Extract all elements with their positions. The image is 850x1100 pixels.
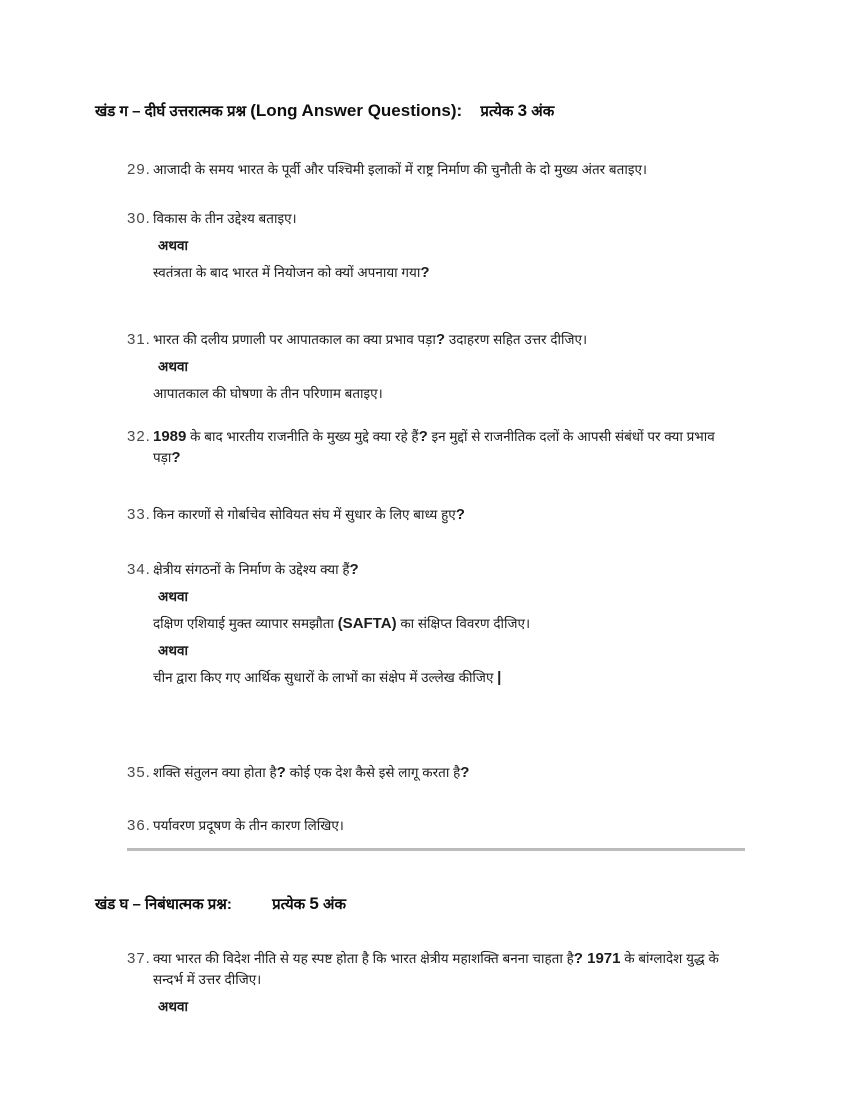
question-body bbox=[153, 426, 745, 468]
hindi-text-segment: का संक्षिप्त विवरण दीजिए। bbox=[396, 616, 531, 631]
or-label: अथवा bbox=[158, 999, 188, 1014]
question-number: 37. bbox=[127, 950, 151, 967]
section-divider-rule bbox=[127, 848, 745, 851]
question-line bbox=[153, 329, 745, 350]
hindi-text-segment: विकास के तीन उद्देश्य बताइए। bbox=[153, 211, 297, 226]
question-line bbox=[153, 667, 745, 688]
question-item bbox=[127, 504, 745, 525]
question-body bbox=[153, 815, 745, 836]
question-body bbox=[153, 208, 745, 283]
section-c-marks-unit: अंक bbox=[531, 103, 555, 120]
hindi-text-segment: पर्यावरण प्रदूषण के तीन कारण लिखिए। bbox=[153, 818, 344, 833]
latin-text-segment: ? bbox=[276, 764, 286, 781]
latin-text-segment: ? bbox=[171, 449, 181, 466]
section-d-marks-label: प्रत्येक bbox=[272, 896, 306, 913]
question-line bbox=[153, 159, 745, 180]
section-c-marks-value: 3 bbox=[517, 101, 528, 120]
latin-text-segment: ? bbox=[460, 764, 470, 781]
or-label: अथवा bbox=[158, 643, 188, 658]
question-item bbox=[127, 559, 745, 688]
question-number: 30. bbox=[127, 210, 151, 227]
question-item bbox=[127, 208, 745, 283]
question-item bbox=[127, 815, 745, 836]
hindi-text-segment: इन मुद्दों से राजनीतिक दलों के आपसी संबंधों पर क्या प्रभाव पड़ा bbox=[153, 429, 715, 465]
section-d-marks-unit: अंक bbox=[323, 896, 346, 913]
hindi-text-segment: स्वतंत्रता के बाद भारत में नियोजन को क्यों अपनाया गया bbox=[153, 265, 421, 280]
question-line bbox=[153, 613, 745, 634]
latin-text-segment: 1989 bbox=[153, 428, 187, 445]
question-item bbox=[127, 948, 745, 1023]
hindi-text-segment: क्षेत्रीय संगठनों के निर्माण के उद्देश्य क्या हैं bbox=[153, 562, 350, 577]
question-line bbox=[153, 208, 745, 229]
question-body bbox=[153, 159, 745, 180]
latin-text-segment: ? 1971 bbox=[573, 950, 621, 967]
question-number: 31. bbox=[127, 331, 151, 348]
hindi-text-segment: कोई एक देश कैसे इसे लागू करता है bbox=[285, 765, 461, 780]
or-label: अथवा bbox=[158, 589, 188, 604]
section-c-title-hindi: खंड ग – दीर्घ उत्तरात्मक प्रश्न bbox=[95, 103, 247, 120]
hindi-text-segment: आजादी के समय भारत के पूर्वी और पश्चिमी इलाकों में राष्ट्र निर्माण की चुनौती के दो मुख्य अंतर बताइए। bbox=[153, 162, 648, 177]
question-number: 29. bbox=[127, 161, 151, 178]
question-body bbox=[153, 504, 745, 525]
question-number: 34. bbox=[127, 561, 151, 578]
question-item bbox=[127, 426, 745, 468]
question-item bbox=[127, 159, 745, 180]
section-c-title-english: (Long Answer Questions): bbox=[250, 101, 463, 120]
question-line bbox=[153, 504, 745, 525]
latin-text-segment: ? bbox=[435, 331, 446, 348]
section-c-question-list bbox=[95, 159, 745, 836]
section-d-title-hindi: खंड घ – निबंधात्मक प्रश्न: bbox=[95, 896, 232, 913]
question-item bbox=[127, 762, 745, 783]
question-number: 33. bbox=[127, 506, 151, 523]
question-number: 32. bbox=[127, 428, 151, 445]
latin-text-segment: ? bbox=[455, 506, 465, 523]
hindi-text-segment: भारत की दलीय प्रणाली पर आपातकाल का क्या प्रभाव पड़ा bbox=[153, 332, 436, 347]
section-d-marks-value: 5 bbox=[309, 894, 319, 913]
latin-text-segment: ? bbox=[420, 264, 430, 281]
hindi-text-segment: उदाहरण सहित उत्तर दीजिए। bbox=[445, 332, 588, 347]
hindi-text-segment: के बांग्लादेश युद्ध के सन्दर्भ में उत्तर दीजिए। bbox=[153, 951, 719, 987]
section-c-heading bbox=[95, 100, 745, 123]
question-body bbox=[153, 948, 745, 1023]
or-label: अथवा bbox=[158, 359, 188, 374]
latin-text-segment: | bbox=[497, 669, 502, 686]
question-number: 35. bbox=[127, 764, 151, 781]
hindi-text-segment: किन कारणों से गोर्बाचेव सोवियत संघ में सुधार के लिए बाध्य हुए bbox=[153, 507, 456, 522]
question-line bbox=[153, 815, 745, 836]
or-label: अथवा bbox=[158, 238, 188, 253]
question-line bbox=[153, 762, 745, 783]
question-item bbox=[127, 329, 745, 404]
section-d-heading bbox=[95, 893, 745, 916]
hindi-text-segment: दक्षिण एशियाई मुक्त व्यापार समझौता bbox=[153, 616, 338, 631]
question-line bbox=[153, 948, 745, 990]
hindi-text-segment: शक्ति संतुलन क्या होता है bbox=[153, 765, 277, 780]
question-body bbox=[153, 329, 745, 404]
latin-text-segment: ? bbox=[349, 561, 359, 578]
question-line bbox=[153, 559, 745, 580]
section-c-marks-label: प्रत्येक bbox=[480, 103, 514, 120]
hindi-text-segment: के बाद भारतीय राजनीति के मुख्य मुद्दे क्या रहे हैं bbox=[186, 429, 419, 444]
hindi-text-segment: चीन द्वारा किए गए आर्थिक सुधारों के लाभों का संक्षेप में उल्लेख कीजिए bbox=[153, 670, 498, 685]
question-line bbox=[153, 383, 745, 404]
question-line bbox=[153, 426, 745, 468]
question-body bbox=[153, 762, 745, 783]
question-line bbox=[153, 262, 745, 283]
hindi-text-segment: क्या भारत की विदेश नीति से यह स्पष्ट होता है कि भारत क्षेत्रीय महाशक्ति बनना चाहता है bbox=[153, 951, 574, 966]
question-body bbox=[153, 559, 745, 688]
section-d-question-list bbox=[95, 948, 745, 1023]
latin-text-segment: (SAFTA) bbox=[337, 615, 397, 632]
latin-text-segment: ? bbox=[418, 428, 428, 445]
question-number: 36. bbox=[127, 817, 151, 834]
hindi-text-segment: आपातकाल की घोषणा के तीन परिणाम बताइए। bbox=[153, 386, 383, 401]
